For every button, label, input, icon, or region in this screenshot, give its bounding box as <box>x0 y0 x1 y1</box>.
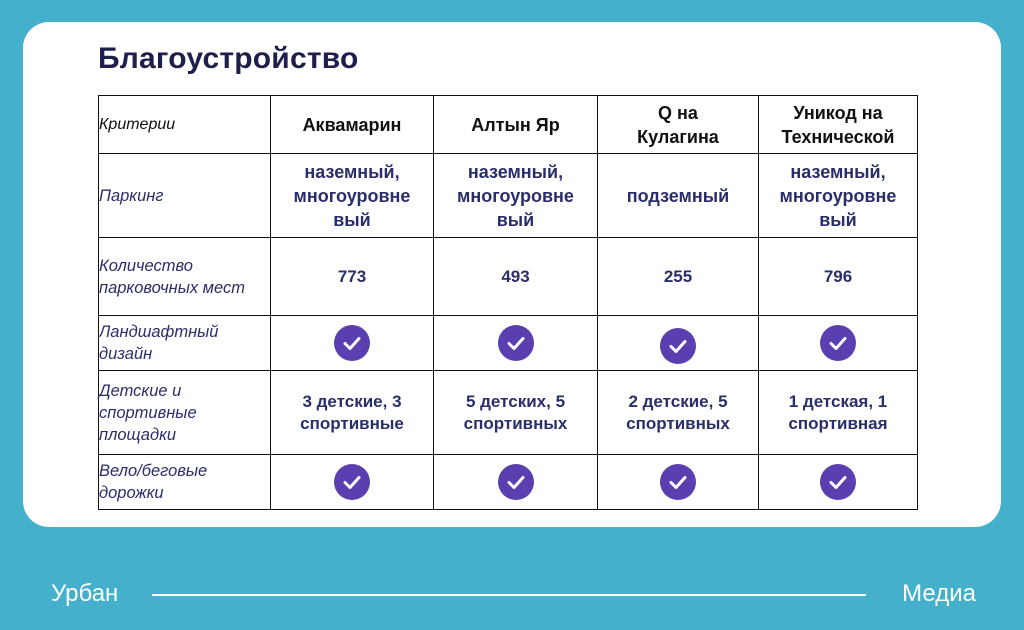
column-header: Уникод на Технической <box>759 96 918 154</box>
table-cell: 796 <box>759 238 918 316</box>
table-cell: 493 <box>434 238 598 316</box>
table-row <box>99 154 918 238</box>
column-header: Q на Кулагина <box>598 96 759 154</box>
table-cell <box>271 316 434 371</box>
table-cell: 773 <box>271 238 434 316</box>
table-cell <box>759 316 918 371</box>
table-cell: 5 детских, 5 спортивных <box>434 371 598 455</box>
table-cell: наземный, многоуровне вый <box>271 154 434 238</box>
checkmark-icon <box>660 328 696 364</box>
table-row <box>99 455 918 510</box>
table-cell <box>759 455 918 510</box>
table-cell: 3 детские, 3 спортивные <box>271 371 434 455</box>
table-cell: 2 детские, 5 спортивных <box>598 371 759 455</box>
column-header: Алтын Яр <box>434 96 598 154</box>
table-cell: наземный, многоуровне вый <box>759 154 918 238</box>
column-header: Аквамарин <box>271 96 434 154</box>
table-cell <box>271 455 434 510</box>
table-cell: 1 детская, 1 спортивная <box>759 371 918 455</box>
checkmark-icon <box>820 325 856 361</box>
table-cell: 255 <box>598 238 759 316</box>
footer-brand-left: Урбан <box>51 580 119 607</box>
table-row <box>99 238 918 316</box>
table-cell: подземный <box>598 154 759 238</box>
table-row <box>99 371 918 455</box>
table-cell: наземный, многоуровне вый <box>434 154 598 238</box>
checkmark-icon <box>498 325 534 361</box>
row-label: Ландшафтный дизайн <box>99 316 271 371</box>
checkmark-icon <box>498 464 534 500</box>
table-cell <box>598 316 759 371</box>
row-label: Количество парковочных мест <box>99 238 271 316</box>
footer-brand-right: Медиа <box>902 580 976 607</box>
criteria-header: Критерии <box>99 96 271 154</box>
table-row <box>99 316 918 371</box>
checkmark-icon <box>660 464 696 500</box>
table-cell <box>434 316 598 371</box>
row-label: Паркинг <box>99 154 271 238</box>
checkmark-icon <box>334 325 370 361</box>
table-cell <box>598 455 759 510</box>
row-label: Вело/беговые дорожки <box>99 455 271 510</box>
comparison-table <box>98 95 918 510</box>
checkmark-icon <box>820 464 856 500</box>
table-header-row <box>99 96 918 154</box>
checkmark-icon <box>334 464 370 500</box>
page-title: Благоустройство <box>98 42 359 75</box>
table-cell <box>434 455 598 510</box>
row-label: Детские и спортивные площадки <box>99 371 271 455</box>
footer-divider <box>152 594 866 596</box>
